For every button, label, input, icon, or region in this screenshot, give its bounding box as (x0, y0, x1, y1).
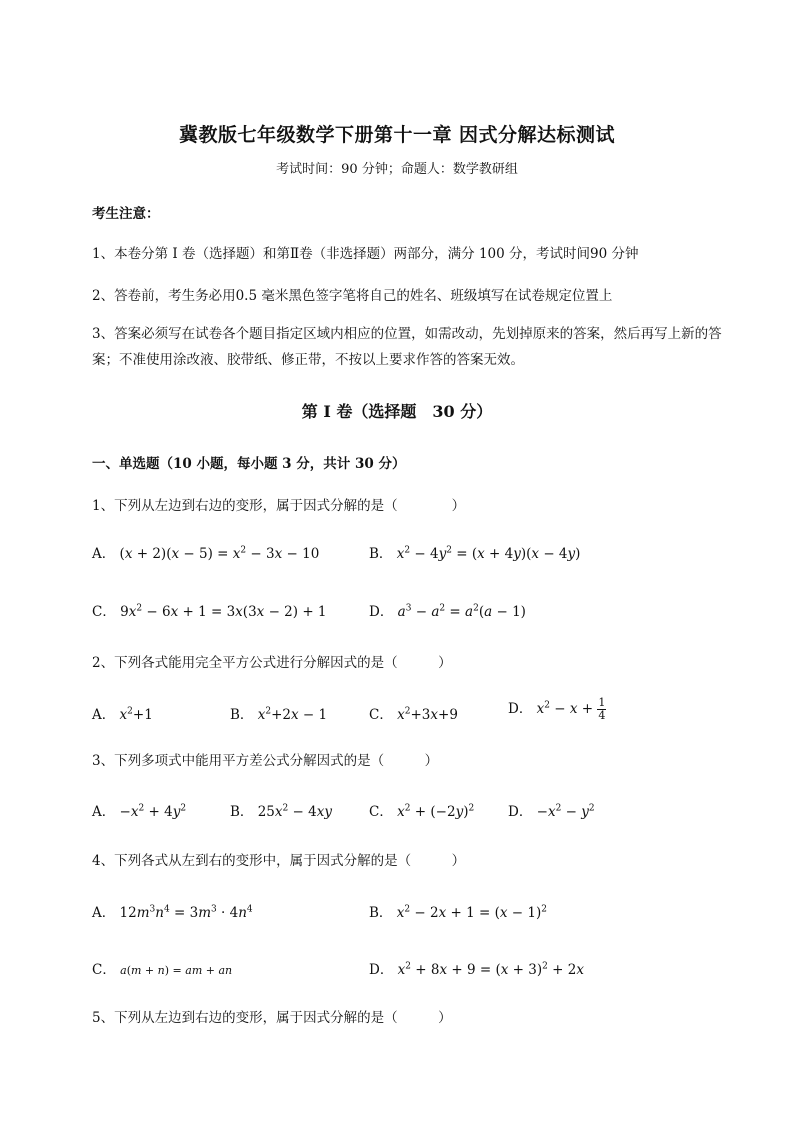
question-2-stem: 2、下列各式能用完全平方公式进行分解因式的是（ ） (92, 655, 452, 671)
q4-option-b-expr: $x^2 - 2x + 1 = (x - 1)^2$ (396, 904, 547, 921)
q2-option-a-expr: $x^2+1$ (119, 706, 153, 723)
q1-option-c-expr: $9x^2 - 6x + 1 = 3x(3x - 2) + 1$ (120, 603, 327, 620)
q1-option-c[interactable] (92, 600, 327, 620)
q3-option-a-expr: $-x^2 + 4y^2$ (119, 803, 187, 820)
q4-option-d[interactable] (369, 958, 584, 978)
q2-option-d[interactable] (508, 697, 606, 722)
q4-option-c-expr: a(m + n) = am + an (120, 964, 233, 977)
q1-option-d-expr: $a^3 - a^2 = a^2(a - 1)$ (397, 603, 526, 620)
q3-option-c[interactable] (369, 800, 474, 820)
question-3-stem: 3、下列多项式中能用平方差公式分解因式的是（ ） (92, 753, 439, 769)
notice-heading: 考生注意： (92, 206, 160, 222)
q1-option-b-expr: $x^2 - 4y^2 = (x + 4y)(x - 4y)$ (396, 545, 581, 562)
q3-option-d[interactable] (508, 800, 595, 820)
q4-option-a-label: A． (92, 905, 116, 921)
part-heading: 一、单选题（10 小题，每小题 3 分，共计 30 分） (92, 456, 406, 472)
q2-option-d-label: D． (508, 701, 533, 717)
q4-option-b-label: B． (369, 905, 393, 921)
q3-option-c-label: C． (369, 804, 393, 820)
q3-option-d-expr: $-x^2 - y^2$ (536, 803, 595, 820)
q1-option-b[interactable] (369, 542, 580, 562)
q2-option-b[interactable] (230, 703, 327, 723)
q1-option-d-label: D． (369, 604, 394, 620)
q2-option-a[interactable] (92, 703, 153, 723)
q1-option-a-expr: $(x + 2)(x - 5) = x^2 - 3x - 10$ (119, 545, 320, 562)
q2-option-b-expr: $x^2+2x - 1$ (257, 706, 328, 723)
question-5-stem: 5、下列从左边到右边的变形，属于因式分解的是（ ） (92, 1010, 452, 1026)
q2-option-c-label: C． (369, 707, 393, 723)
q1-option-c-label: C． (92, 604, 116, 620)
q1-option-b-label: B． (369, 546, 393, 562)
q4-option-d-label: D． (369, 962, 394, 978)
q4-option-a-expr: $12m^3n^4 = 3m^3 \cdot 4n^4$ (119, 904, 253, 921)
q2-option-a-label: A． (92, 707, 116, 723)
q2-option-c-expr: $x^2+3x+9$ (397, 706, 458, 723)
q3-option-b[interactable] (230, 800, 332, 820)
section-title: 第 I 卷（选择题 30 分） (301, 402, 493, 421)
q4-option-d-expr: $x^2 + 8x + 9 = (x + 3)^2 + 2x$ (397, 961, 584, 978)
q4-option-a[interactable] (92, 901, 253, 921)
q4-option-c-label: C． (92, 962, 116, 978)
q1-option-a-label: A． (92, 546, 116, 562)
q3-option-c-expr: $x^2 + (-2y)^2$ (397, 803, 475, 820)
q3-option-b-label: B． (230, 804, 254, 820)
q3-option-a-label: A． (92, 804, 116, 820)
q3-option-d-label: D． (508, 804, 533, 820)
question-4-stem: 4、下列各式从左到右的变形中，属于因式分解的是（ ） (92, 853, 466, 869)
notice-item-3: 3、答案必须写在试卷各个题目指定区域内相应的位置，如需改动，先划掉原来的答案，然后再写上新的答案；不准使用涂改液、胶带纸、修正带，不按以上要求作答的答案无效。 (92, 326, 722, 368)
q1-option-d[interactable] (369, 600, 526, 620)
q3-option-a[interactable] (92, 800, 186, 820)
q2-option-d-expr: $x^2 - x$ + $\frac{1}{4}$ (536, 696, 606, 722)
q4-option-b[interactable] (369, 901, 547, 921)
notice-item-1: 1、本卷分第 I 卷（选择题）和第Ⅱ卷（非选择题）两部分，满分 100 分，考试时间90 分钟 (92, 246, 639, 262)
notice-item-2: 2、答卷前，考生务必用0.5 毫米黑色签字笔将自己的姓名、班级填写在试卷规定位置上 (92, 288, 613, 304)
q2-option-b-label: B． (230, 707, 254, 723)
page-title: 冀教版七年级数学下册第十一章 因式分解达标测试 (178, 124, 616, 146)
q1-option-a[interactable] (92, 542, 319, 562)
question-1-stem: 1、下列从左边到右边的变形，属于因式分解的是（ ） (92, 498, 466, 514)
q2-option-c[interactable] (369, 703, 458, 723)
exam-subtitle: 考试时间：90 分钟；命题人：数学教研组 (276, 162, 518, 177)
q3-option-b-expr: $25x^2 - 4xy$ (257, 803, 332, 820)
q4-option-c[interactable] (92, 958, 232, 978)
